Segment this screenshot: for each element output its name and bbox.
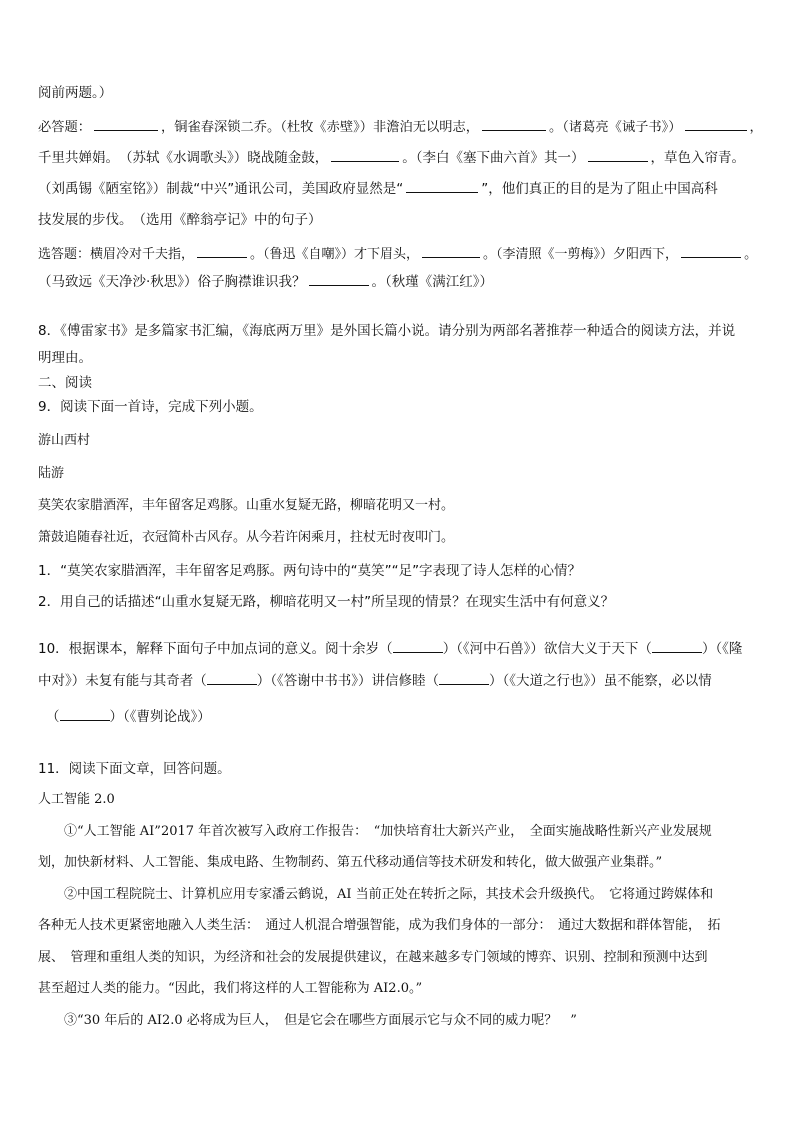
- answer-blank[interactable]: [422, 245, 480, 258]
- question-8-line-1: 8．《傅雷家书》是多篇家书汇编，《海底两万里》是外国长篇小说。请分别为两部名著推荐一种适合的阅读方法，并说: [38, 323, 736, 339]
- article-title: 人工智能 2.0: [38, 792, 115, 807]
- question-8-line-2: 明理由。: [38, 350, 92, 366]
- answer-blank[interactable]: [309, 273, 369, 286]
- required-label: 必答题：: [38, 120, 92, 135]
- answer-blank[interactable]: [393, 640, 443, 653]
- optional-dictation-line-2: （马致远《天净沙·秋思》）俗子胸襟谁识我？ 。（秋瑾《满江红》）: [38, 274, 494, 290]
- answer-blank[interactable]: [207, 672, 257, 685]
- question-9-sub-1: 1．“莫笑农家腊酒浑，丰年留客足鸡豚。两句诗中的“莫笑”“足”字表现了诗人怎样的心情？: [38, 563, 582, 579]
- answer-blank[interactable]: [197, 245, 247, 258]
- article-paragraph-1-line-1: ①“人工智能 AI”2017 年首次被写入政府工作报告： “加快培育壮大新兴产业， 全面实施战略性新兴产业发展规: [64, 824, 712, 839]
- answer-blank[interactable]: [60, 708, 110, 721]
- question-10-line-2: 中对》）未复有能与其奇者（ ）（《答谢中书书》）讲信修睦（ ）（《大道之行也》）虽不能察，必以情: [38, 673, 712, 689]
- question-9-sub-2: 2．用自己的话描述“山重水复疑无路，柳暗花明又一村”所呈现的情景？在现实生活中有何意义？: [38, 594, 615, 610]
- answer-blank[interactable]: [94, 118, 158, 131]
- section-reading-heading: 二、阅读: [38, 375, 92, 391]
- answer-blank[interactable]: [406, 180, 478, 193]
- previous-question-tail: 阅前两题。）: [38, 85, 113, 101]
- poem-author: 陆游: [38, 466, 65, 481]
- article-paragraph-2-line-2: 各种无人技术更紧密地融入人类生活： 通过人机混合增强智能，成为我们身体的一部分： 通过大数据和群体智能， 拓: [38, 918, 721, 933]
- answer-blank[interactable]: [331, 149, 399, 162]
- required-dictation-line-1: 必答题： ，铜雀春深锁二乔。（杜牧《赤壁》）非澹泊无以明志， 。（诸葛亮《诫子书》） ，: [38, 120, 763, 135]
- answer-blank[interactable]: [588, 149, 648, 162]
- question-10-line-3: （ ）（《曹刿论战》）: [46, 709, 211, 725]
- answer-blank[interactable]: [685, 118, 747, 131]
- answer-blank[interactable]: [681, 245, 741, 258]
- poem-line-2: 箫鼓追随春社近，衣冠简朴古风存。从今若许闲乘月，拄杖无时夜叩门。: [38, 530, 455, 545]
- article-paragraph-3: ③“30 年后的 AI2.0 必将成为巨人， 但是它会在哪些方面展示它与众不同的威力呢？ ”: [64, 1013, 577, 1028]
- required-dictation-line-4: 技发展的步伐。 （选用《醉翁亭记》中的句子）: [38, 212, 322, 228]
- poem-title: 游山西村: [38, 433, 91, 448]
- article-paragraph-2-line-4: 甚至超过人类的能力。“因此，我们将这样的人工智能称为 AI2.0。”: [38, 981, 423, 996]
- optional-dictation-line-1: 选答题：横眉冷对千夫指， 。（鲁迅《自嘲》）才下眉头， 。（李清照《一剪梅》）夕阳西下， 。: [38, 247, 758, 262]
- answer-blank[interactable]: [652, 640, 702, 653]
- poem-line-1: 莫笑农家腊酒浑，丰年留客足鸡豚。山重水复疑无路，柳暗花明又一村。: [38, 498, 455, 513]
- article-paragraph-1-line-2: 划，加快新材料、人工智能、集成电路、生物制药、第五代移动通信等技术研发和转化，做大做强产业集群。”: [38, 855, 663, 870]
- answer-blank[interactable]: [439, 672, 489, 685]
- required-dictation-line-3: （刘禹锡《陋室铭》）制裁“中兴”通讯公司，美国政府显然是“ ”，他们真正的目的是为了阻止中国高科: [38, 181, 718, 197]
- article-paragraph-2-line-1: ②中国工程院院士、计算机应用专家潘云鹤说，AI 当前正处在转折之际，其技术会升级换代。 它将通过跨媒体和: [64, 887, 714, 902]
- answer-blank[interactable]: [482, 118, 546, 131]
- question-9-stem: 9．阅读下面一首诗，完成下列小题。: [38, 399, 263, 415]
- required-dictation-line-2: 千里共婵娟。 （苏轼《水调歌头》）晓战随金鼓， 。（李白《塞下曲六首》其一） ，草色入帘青。: [38, 150, 745, 166]
- article-paragraph-2-line-3: 展、 管理和重组人类的知识，为经济和社会的发展提供建议，在越来越多专门领域的博弈、识别、控制和预测中达到: [38, 950, 708, 965]
- optional-label: 选答题：: [38, 247, 91, 262]
- question-11-stem: 11．阅读下面文章，回答问题。: [38, 761, 231, 777]
- question-10-line-1: 10．根据课本，解释下面句子中加点词的意义。阅十余岁（ ）（《河中石兽》）欲信大义于天下（ ）（《隆: [38, 641, 743, 657]
